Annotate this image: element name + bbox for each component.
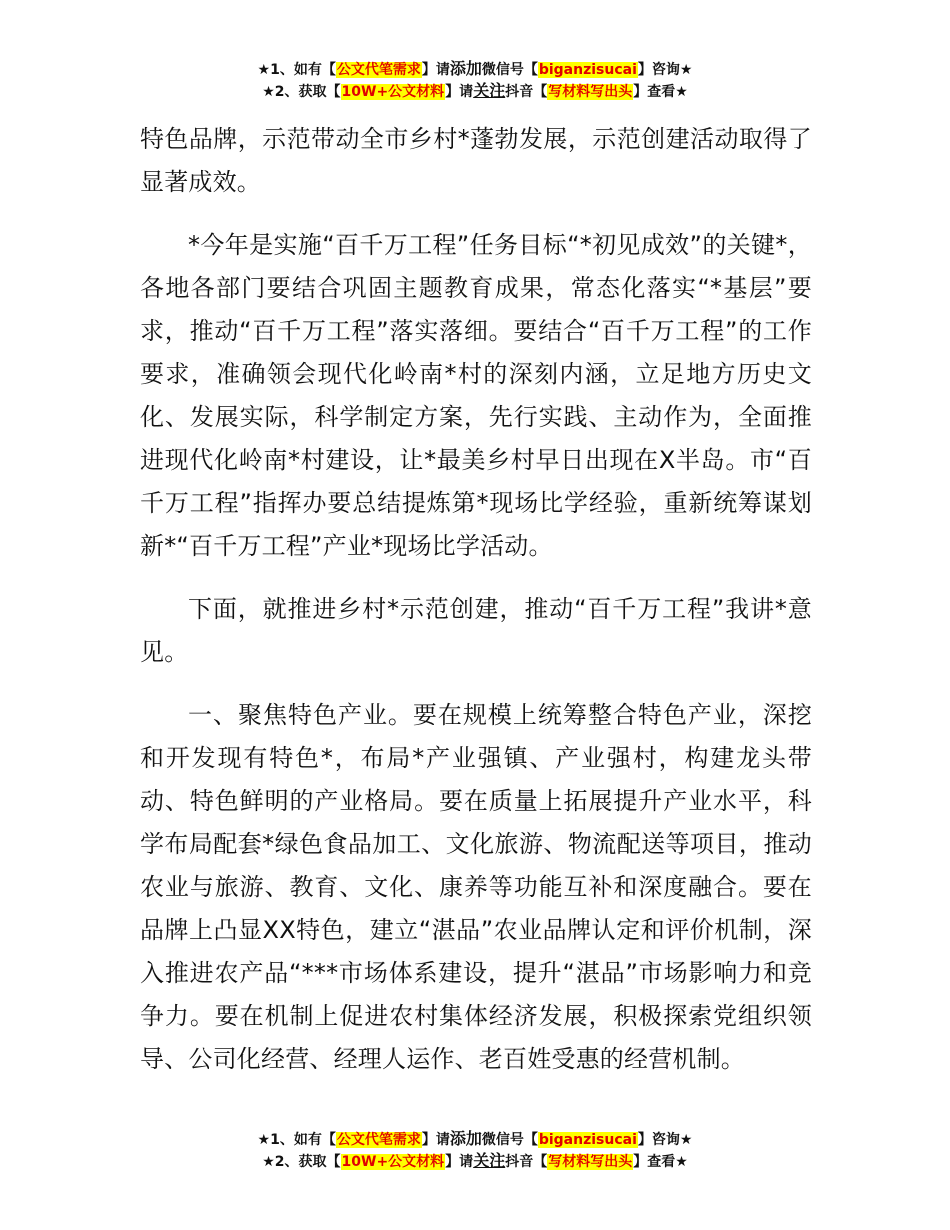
promo-line-1-emphasis: 添加 [449,59,482,78]
footer-promo-line-1 [0,1128,950,1150]
footer-promo-line-1-emphasis: 添加 [449,1129,482,1148]
footer-promo-line-2-emphasis: 关注 [473,1151,506,1170]
promo-highlight-wechat-id: biganzisucai [538,62,637,78]
footer-promo-line-2-text: 】请 [445,1154,474,1170]
footer-promo-line-1-text: 】请 [421,1132,450,1148]
footer-promo-line-2-prefix: ★2、获取【 [262,1154,341,1170]
document-body [140,118,812,1101]
footer-promo-line-1-prefix: ★1、如有【 [257,1132,336,1148]
footer-promo-banner [0,1128,950,1172]
footer-promo-line-1-text-2: 微信号【 [481,1132,538,1148]
promo-line-2-text-2: 抖音【 [505,84,548,100]
promo-highlight-materials: 10W+公文材料 [341,84,445,100]
footer-promo-highlight-materials: 10W+公文材料 [341,1154,445,1170]
promo-line-1-suffix: 】咨询★ [637,62,693,78]
header-promo-banner [0,58,950,102]
footer-promo-line-2 [0,1150,950,1172]
promo-line-2-suffix: 】查看★ [633,84,688,100]
promo-line-1-prefix: ★1、如有【 [257,62,336,78]
promo-line-2 [0,80,950,102]
promo-line-1 [0,58,950,80]
paragraph-continuation: 特色品牌，示范带动全市乡村*蓬勃发展，示范创建活动取得了显著成效。 [140,125,812,196]
promo-line-2-prefix: ★2、获取【 [262,84,341,100]
footer-promo-line-2-text-2: 抖音【 [505,1154,548,1170]
promo-line-1-text-2: 微信号【 [481,62,538,78]
footer-promo-line-2-suffix: 】查看★ [633,1154,688,1170]
paragraph-section-1-industry: 一、聚焦特色产业。要在规模上统筹整合特色产业，深挖和开发现有特色*，布局*产业强镇、产业强村，构建龙头带动、特色鲜明的产业格局。要在质量上拓展提升产业水平，科学布局配套*绿色食品加工、文化旅游、物流配送等项目，推动农业与旅游、教育、文化、康养等功能互补和深度融合。要在品牌上凸显XX特色，建立“湛品”农业品牌认定和评价机制，深入推进农产品“***市场体系建设，提升“湛品”市场影响力和竞争力。要在机制上促进农村集体经济发展，积极探索党组织领导、公司化经营、经理人运作、老百姓受惠的经营机制。 [140,701,812,1073]
promo-line-2-text: 】请 [445,84,474,100]
footer-promo-highlight-douyin-id: 写材料写出头 [548,1154,633,1170]
paragraph-task-goals: *今年是实施“百千万工程”任务目标“*初见成效”的关键*，各地各部门要结合巩固主题教育成果，常态化落实“*基层”要求，推动“百千万工程”落实落细。要结合“百千万工程”的工作要求，准确领会现代化岭南*村的深刻内涵，立足地方历史文化、发展实际，科学制定方案，先行实践、主动作为，全面推进现代化岭南*村建设，让*最美乡村早日出现在X半岛。市“百千万工程”指挥办要总结提炼第*现场比学经验，重新统筹谋划新*“百千万工程”产业*现场比学活动。 [140,231,812,560]
footer-promo-highlight-service: 公文代笔需求 [336,1132,421,1148]
footer-promo-highlight-wechat-id: biganzisucai [538,1132,637,1148]
promo-line-1-text: 】请 [421,62,450,78]
promo-highlight-douyin-id: 写材料写出头 [548,84,633,100]
footer-promo-line-1-suffix: 】咨询★ [637,1132,693,1148]
promo-highlight-service: 公文代笔需求 [336,62,421,78]
promo-line-2-emphasis: 关注 [473,81,506,100]
paragraph-intro-opinions: 下面，就推进乡村*示范创建，推动“百千万工程”我讲*意见。 [140,595,812,666]
